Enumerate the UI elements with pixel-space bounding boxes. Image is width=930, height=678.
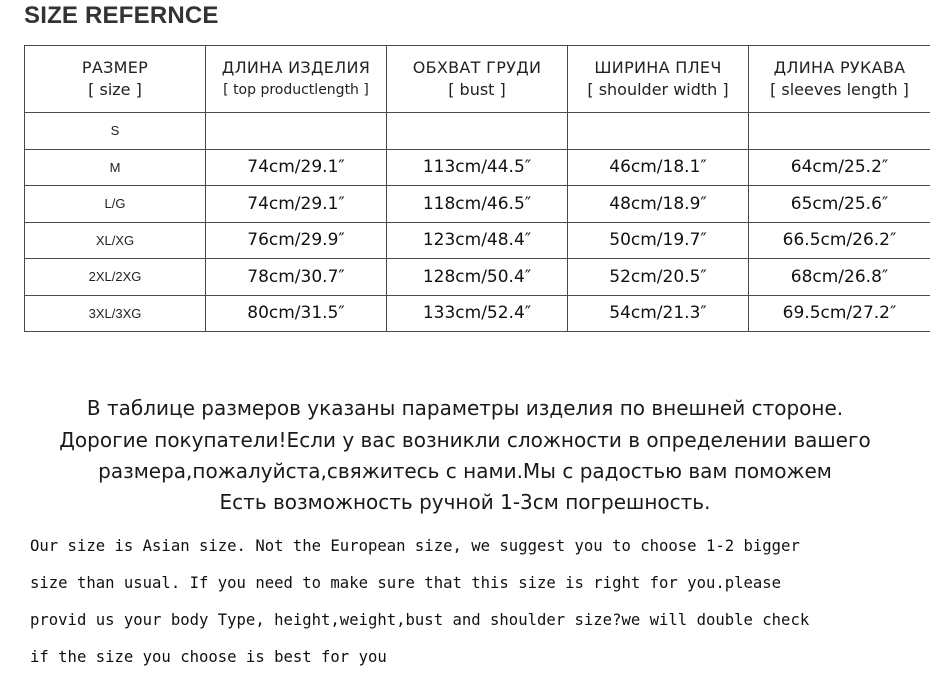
- table-row: [25, 259, 930, 296]
- header-size-ru: РАЗМЕР: [81, 58, 149, 77]
- header-length: [206, 46, 387, 113]
- sleeve-value: 64cm/25.2″: [749, 149, 930, 186]
- length-value: 76cm/29.9″: [206, 222, 387, 259]
- en-note-line: size than usual. If you need to make sure that this size is right for you.please: [30, 574, 782, 592]
- header-length-en: [ top productlength ]: [223, 82, 369, 98]
- length-value: 74cm/29.1″: [206, 186, 387, 223]
- header-size: [25, 46, 206, 113]
- header-bust: [387, 46, 568, 113]
- table-header-row: [25, 46, 930, 113]
- header-shoulder: [568, 46, 749, 113]
- header-shoulder-ru: ШИРИНА ПЛЕЧ: [594, 58, 722, 77]
- header-sleeve-ru: ДЛИНА РУКАВА: [773, 58, 906, 77]
- shoulder-value: 46cm/18.1″: [568, 149, 749, 186]
- table-row: [25, 113, 930, 150]
- header-sleeve: [749, 46, 930, 113]
- size-label: S: [25, 113, 206, 150]
- table-row: [25, 295, 930, 332]
- length-value: [206, 113, 387, 150]
- table-row: [25, 149, 930, 186]
- shoulder-value: 54cm/21.3″: [568, 295, 749, 332]
- en-note-line: provid us your body Type, height,weight,bust and shoulder size?we will double check: [30, 611, 810, 629]
- shoulder-value: 52cm/20.5″: [568, 259, 749, 296]
- page-title: SIZE REFERNCE: [24, 2, 219, 29]
- ru-note-line: размера,пожалуйста,свяжитесь с нами.Мы с радостью вам поможем: [98, 459, 832, 483]
- size-label: 2XL/2XG: [25, 259, 206, 296]
- table-row: [25, 186, 930, 223]
- en-note-line: Our size is Asian size. Not the European size, we suggest you to choose 1-2 bigger: [30, 537, 800, 555]
- bust-value: 118cm/46.5″: [387, 186, 568, 223]
- shoulder-value: [568, 113, 749, 150]
- size-label: XL/XG: [25, 222, 206, 259]
- sleeve-value: 65cm/25.6″: [749, 186, 930, 223]
- sleeve-value: 66.5cm/26.2″: [749, 222, 930, 259]
- length-value: 78cm/30.7″: [206, 259, 387, 296]
- bust-value: 123cm/48.4″: [387, 222, 568, 259]
- size-label: L/G: [25, 186, 206, 223]
- bust-value: 113cm/44.5″: [387, 149, 568, 186]
- sleeve-value: [749, 113, 930, 150]
- ru-note-line: Дорогие покупатели!Если у вас возникли сложности в определении вашего: [59, 428, 871, 452]
- header-sleeve-en: [ sleeves length ]: [770, 80, 909, 99]
- table-row: [25, 222, 930, 259]
- shoulder-value: 50cm/19.7″: [568, 222, 749, 259]
- size-chart-table: [24, 45, 930, 332]
- sleeve-value: 69.5cm/27.2″: [749, 295, 930, 332]
- header-bust-ru: ОБХВАТ ГРУДИ: [412, 58, 542, 77]
- size-label: 3XL/3XG: [25, 295, 206, 332]
- bust-value: [387, 113, 568, 150]
- bust-value: 128cm/50.4″: [387, 259, 568, 296]
- header-length-ru: ДЛИНА ИЗДЕЛИЯ: [221, 58, 371, 77]
- ru-note-line: В таблице размеров указаны параметры изделия по внешней стороне.: [86, 396, 844, 420]
- header-bust-en: [ bust ]: [448, 80, 506, 99]
- bust-value: 133cm/52.4″: [387, 295, 568, 332]
- length-value: 74cm/29.1″: [206, 149, 387, 186]
- en-note-line: if the size you choose is best for you: [30, 648, 387, 666]
- shoulder-value: 48cm/18.9″: [568, 186, 749, 223]
- size-label: M: [25, 149, 206, 186]
- sleeve-value: 68cm/26.8″: [749, 259, 930, 296]
- header-size-en: [ size ]: [88, 80, 142, 99]
- ru-note-line: Есть возможность ручной 1-3см погрешность.: [219, 490, 711, 514]
- header-shoulder-en: [ shoulder width ]: [587, 80, 729, 99]
- length-value: 80cm/31.5″: [206, 295, 387, 332]
